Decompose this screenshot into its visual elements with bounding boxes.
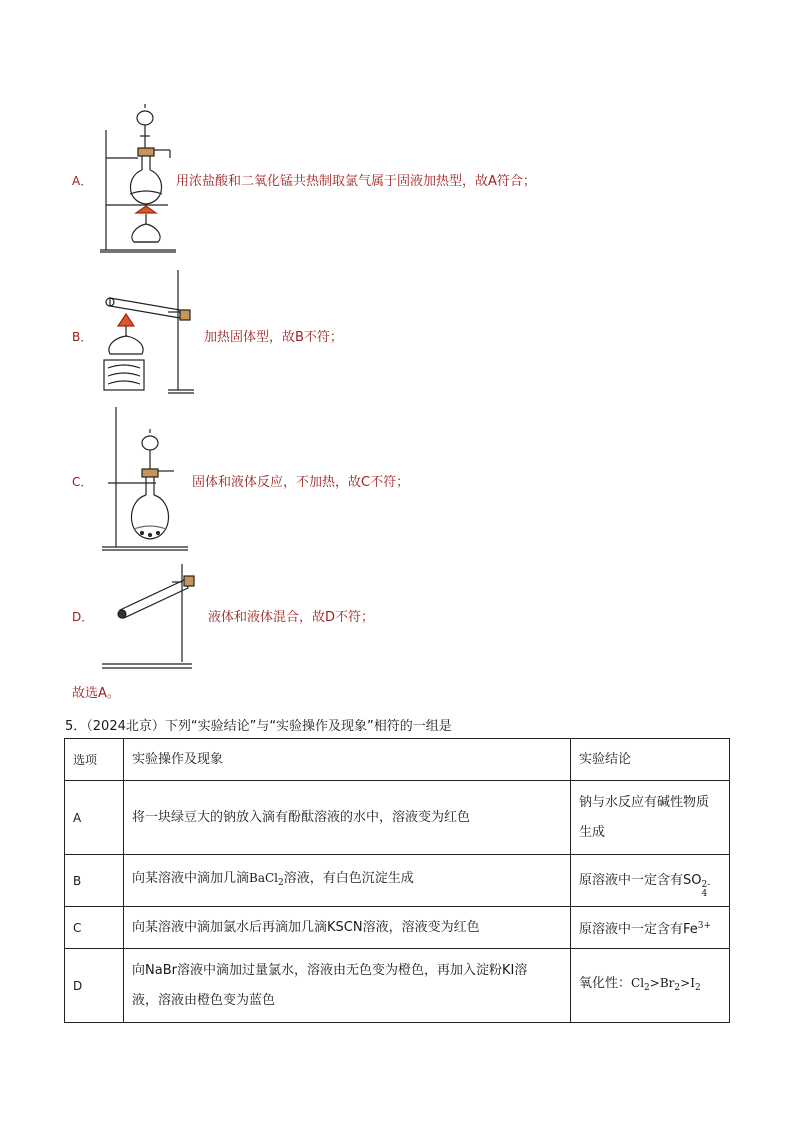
row-d-f3: I xyxy=(690,976,695,990)
row-b-operation-pre: 向某溶液中滴加几滴 xyxy=(132,871,250,886)
row-d-operation-line2: 液，溶液由橙色变为蓝色 xyxy=(132,992,276,1008)
row-b-conclusion xyxy=(571,855,730,907)
option-c-letter: C． xyxy=(72,475,93,489)
row-b-operation xyxy=(124,855,571,907)
row-d-gt2: > xyxy=(680,976,691,990)
row-d-gt1: > xyxy=(649,976,660,990)
apparatus-c-image xyxy=(98,405,193,553)
header-option: 选项 xyxy=(65,739,124,781)
apparatus-a-image xyxy=(98,100,178,255)
row-d-operation-line1: 向NaBr溶液中滴加过量氯水，溶液由无色变为橙色，再加入淀粉KI溶 xyxy=(132,962,528,978)
row-a-conclusion xyxy=(571,781,730,855)
row-d-f2: Br xyxy=(659,976,675,990)
row-b-formula: BaCl xyxy=(249,871,279,885)
option-b-letter: B． xyxy=(72,330,93,344)
row-d-conclusion xyxy=(571,949,730,1023)
row-c-conclusion-sup: 3+ xyxy=(697,920,712,931)
header-conclusion: 实验结论 xyxy=(571,739,730,781)
row-c-conclusion xyxy=(571,907,730,949)
row-b-conclusion-text: 原溶液中一定含有SO xyxy=(579,872,702,888)
row-d-option: D xyxy=(65,949,124,1023)
row-d-operation xyxy=(124,949,571,1023)
answer-text: 故选A。 xyxy=(72,686,120,701)
row-b-operation-post: 溶液，有白色沉淀生成 xyxy=(283,871,414,886)
row-d-conclusion-pre: 氧化性： xyxy=(579,976,632,991)
question-stem: 5．（2024北京）下列“实验结论”与“实验操作及现象”相符的一组是 xyxy=(65,719,452,734)
row-b-conclusion-sup: 2- xyxy=(701,879,711,890)
row-a-operation: 将一块绿豆大的钠放入滴有酚酞溶液的水中，溶液变为红色 xyxy=(124,781,571,855)
row-c-option: C xyxy=(65,907,124,949)
row-a-conclusion-line1: 钠与水反应有碱性物质 xyxy=(579,794,710,810)
row-d-s2: 2 xyxy=(674,983,681,993)
row-c-conclusion-text: 原溶液中一定含有Fe xyxy=(579,921,698,937)
row-b-conclusion-sub: 4 xyxy=(701,888,708,899)
row-d-s3: 2 xyxy=(694,983,701,993)
apparatus-d-image xyxy=(98,560,210,672)
experiment-table xyxy=(64,738,730,1023)
apparatus-b-image xyxy=(98,268,198,398)
table-row xyxy=(65,907,730,949)
header-operation: 实验操作及现象 xyxy=(124,739,571,781)
row-b-formula-sub: 2 xyxy=(278,878,284,888)
option-d-letter: D． xyxy=(72,610,94,624)
table-row xyxy=(65,781,730,855)
row-d-f1: Cl xyxy=(631,976,645,990)
row-b-option: B xyxy=(65,855,124,907)
table-row xyxy=(65,949,730,1023)
option-c-text: 固体和液体反应，不加热，故C不符； xyxy=(192,475,410,490)
option-a-text: 用浓盐酸和二氧化锰共热制取氯气属于固液加热型，故A符合； xyxy=(176,174,536,189)
row-a-option: A xyxy=(65,781,124,855)
option-d-text: 液体和液体混合，故D不符； xyxy=(208,610,375,625)
row-a-conclusion-line2: 生成 xyxy=(579,824,606,840)
row-c-operation: 向某溶液中滴加氯水后再滴加几滴KSCN溶液，溶液变为红色 xyxy=(124,907,571,949)
option-b-text: 加热固体型，故B不符； xyxy=(204,330,343,345)
table-row xyxy=(65,855,730,907)
option-a-letter: A． xyxy=(72,174,93,188)
row-d-s1: 2 xyxy=(644,983,650,993)
table-header-row xyxy=(65,739,730,781)
